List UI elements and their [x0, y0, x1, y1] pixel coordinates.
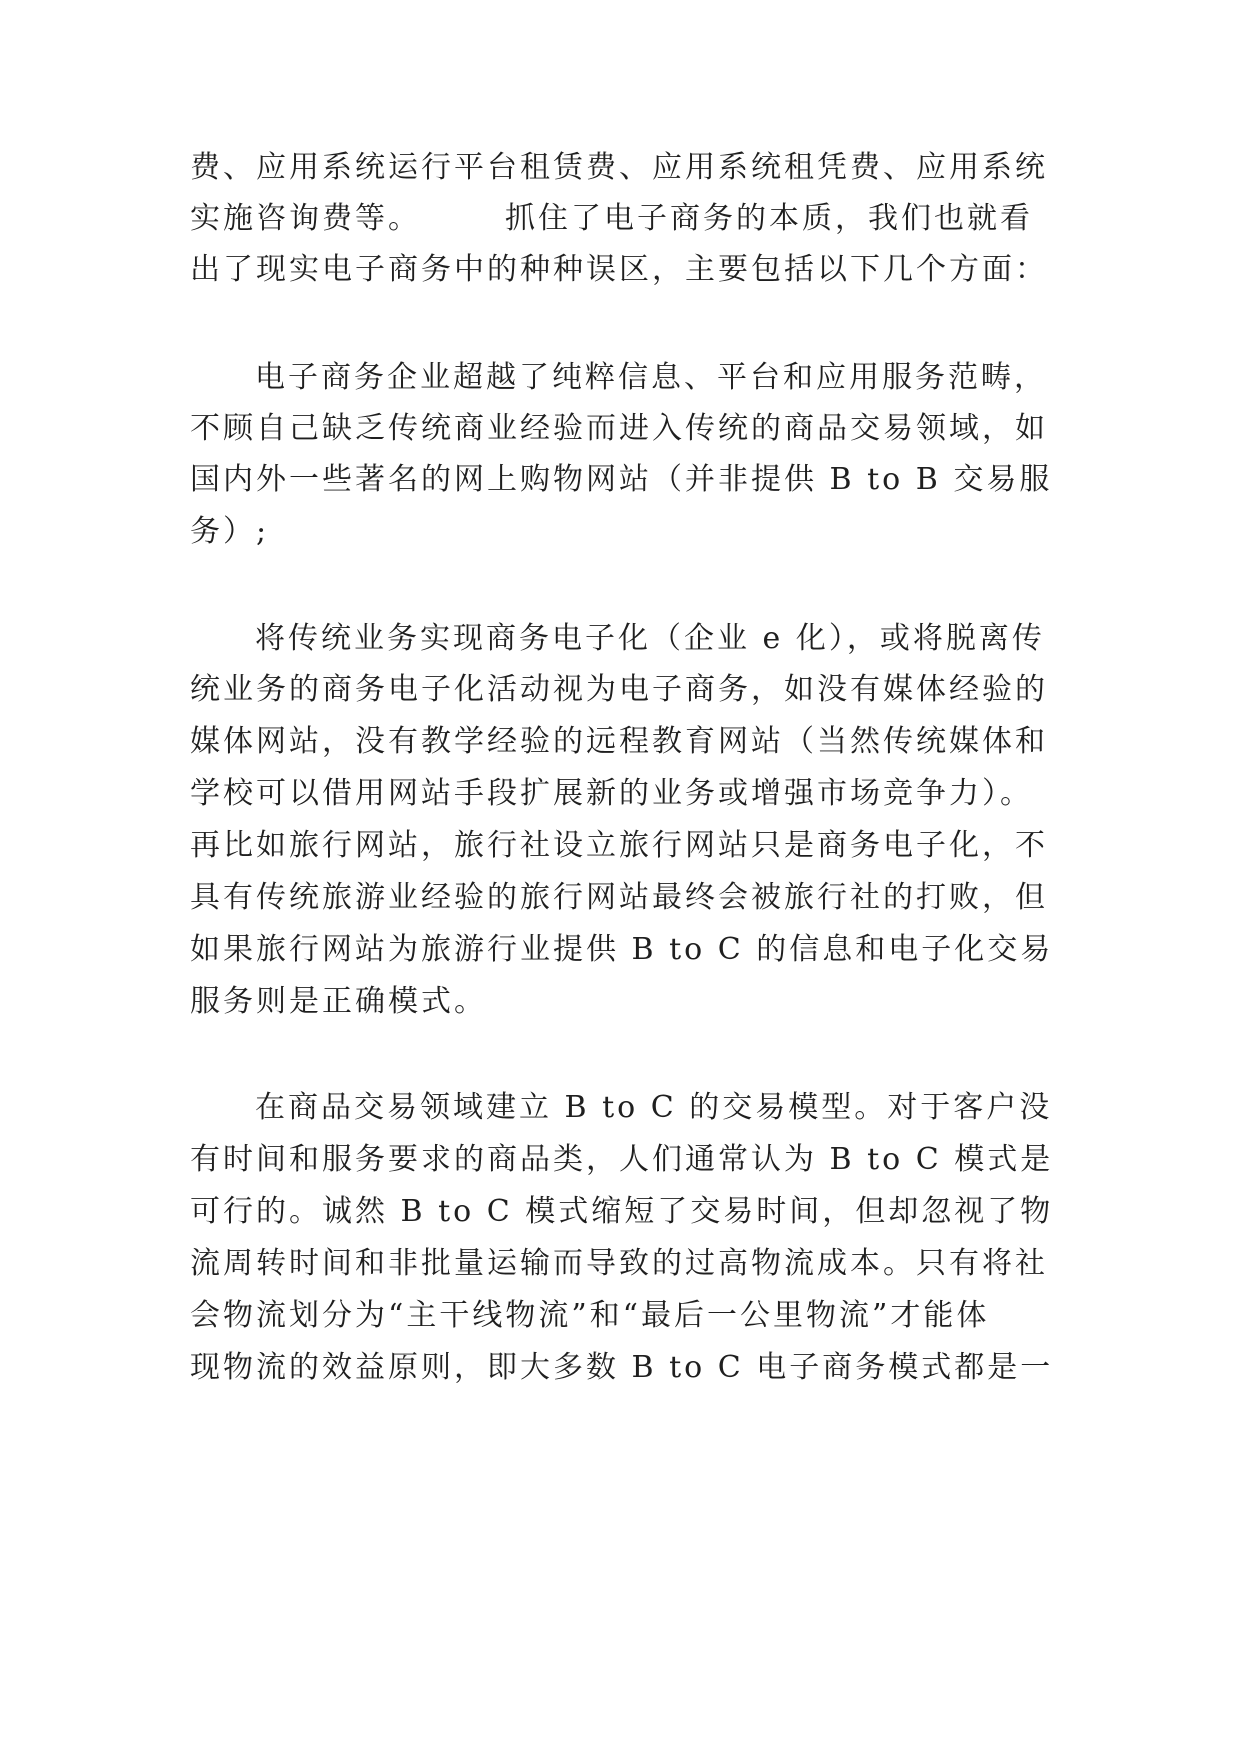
text-line: 实施咨询费等。 抓住了电子商务的本质，我们也就看 — [190, 201, 1033, 236]
text-line: 出了现实电子商务中的种种误区，主要包括以下几个方面： — [190, 252, 1048, 287]
text-line: 不顾自己缺乏传统商业经验而进入传统的商品交易领域，如 — [190, 411, 1048, 446]
text-line: 学校可以借用网站手段扩展新的业务或增强市场竞争力）。 — [190, 776, 1033, 811]
text-line: 媒体网站，没有教学经验的远程教育网站（当然传统媒体和 — [190, 724, 1048, 759]
text-line: 如果旅行网站为旅游行业提供 B to C 的信息和电子化交易 — [190, 932, 1054, 967]
text-line: 国内外一些著名的网上购物网站（并非提供 B to B 交易服 — [190, 462, 1053, 497]
text-line: 有时间和服务要求的商品类，人们通常认为 B to C 模式是 — [190, 1142, 1054, 1177]
text-line: 费、应用系统运行平台租赁费、应用系统租凭费、应用系统 — [190, 150, 1048, 185]
text-line: 流周转时间和非批量运输而导致的过高物流成本。只有将社 — [190, 1246, 1048, 1281]
text-line: 具有传统旅游业经验的旅行网站最终会被旅行社的打败，但 — [190, 880, 1048, 915]
text-line: 在商品交易领域建立 B to C 的交易模型。对于客户没 — [255, 1090, 1053, 1125]
text-line: 现物流的效益原则，即大多数 B to C 电子商务模式都是一 — [190, 1350, 1054, 1385]
text-line: 可行的。诚然 B to C 模式缩短了交易时间，但却忽视了物 — [190, 1194, 1054, 1229]
text-line: 会物流划分为“主干线物流”和“最后一公里物流”才能体 — [190, 1298, 990, 1333]
text-line: 服务则是正确模式。 — [190, 984, 487, 1019]
text-line: 再比如旅行网站，旅行社设立旅行网站只是商务电子化，不 — [190, 828, 1048, 863]
text-line: 将传统业务实现商务电子化（企业 e 化），或将脱离传 — [255, 621, 1045, 656]
text-line: 电子商务企业超越了纯粹信息、平台和应用服务范畴， — [255, 360, 1047, 395]
text-line: 务）; — [190, 514, 270, 549]
text-line: 统业务的商务电子化活动视为电子商务，如没有媒体经验的 — [190, 672, 1048, 707]
